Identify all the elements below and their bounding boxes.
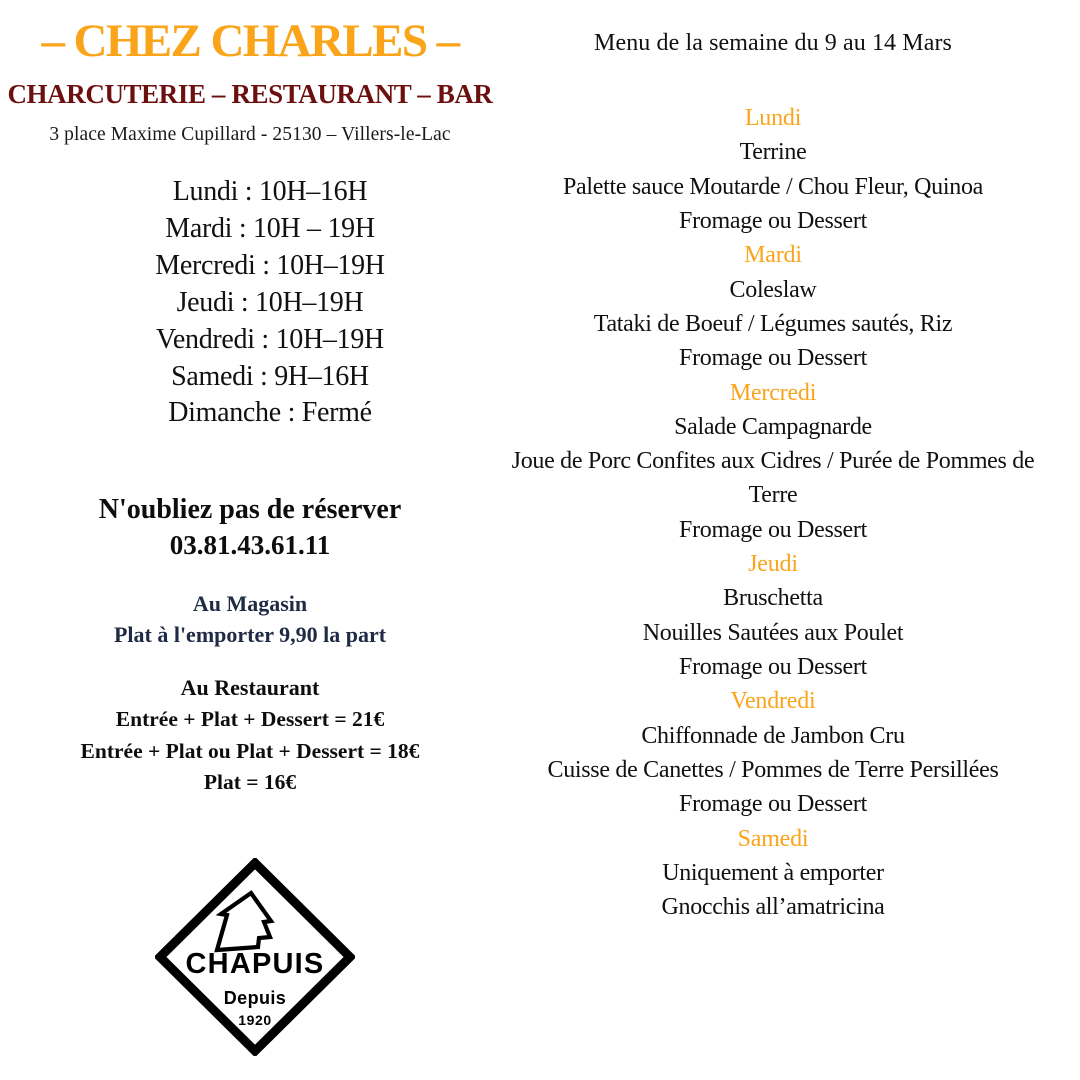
hours-row: Vendredi : 10H–19H bbox=[156, 323, 384, 355]
day-heading: Lundi bbox=[744, 105, 802, 131]
opening-hours-list bbox=[0, 146, 500, 433]
day-heading: Mercredi bbox=[729, 379, 817, 406]
price-row: Plat = 16€ bbox=[203, 770, 297, 795]
menu-item: Nouilles Sautées aux Poulet bbox=[642, 619, 904, 646]
menu-item: Chiffonnade de Jambon Cru bbox=[641, 722, 905, 749]
day-heading: Mardi bbox=[744, 242, 802, 269]
hours-row: Mardi : 10H – 19H bbox=[165, 212, 375, 244]
hours-row: Lundi : 10H–16H bbox=[172, 175, 368, 207]
restaurant-name: – CHEZ CHARLES – bbox=[41, 15, 459, 67]
shop-heading: Au Magasin bbox=[192, 590, 308, 616]
hours-row: Dimanche : Fermé bbox=[168, 397, 372, 429]
menu-item: Fromage ou Dessert bbox=[679, 345, 867, 372]
logo-since-label: Depuis bbox=[223, 988, 287, 1008]
menu-item: Terrine bbox=[739, 139, 807, 166]
menu-item: Fromage ou Dessert bbox=[679, 654, 867, 680]
menu-day-mercredi bbox=[492, 376, 1054, 548]
hours-row: Mercredi : 10H–19H bbox=[155, 249, 385, 281]
hours-row: Jeudi : 10H–19H bbox=[176, 286, 364, 318]
logo-since-year: 1920 bbox=[238, 1012, 272, 1028]
menu-item: Bruschetta bbox=[723, 585, 823, 612]
restaurant-pricing-block bbox=[0, 650, 500, 798]
menu-item: Tataki de Boeuf / Légumes sautés, Riz bbox=[593, 310, 953, 337]
price-row: Entrée + Plat ou Plat + Dessert = 18€ bbox=[80, 738, 420, 763]
restaurant-heading: Au Restaurant bbox=[180, 675, 320, 701]
menu-day-lundi bbox=[492, 101, 1054, 238]
menu-day-vendredi bbox=[492, 684, 1054, 821]
chalet-roof-icon bbox=[217, 893, 271, 950]
menu-item: Joue de Porc Confites aux Cidres / Purée de Pommes de Terre bbox=[511, 448, 1035, 509]
menu-item: Salade Campagnarde bbox=[674, 413, 872, 440]
menu-item: Coleslaw bbox=[729, 276, 817, 303]
weekly-menu-column bbox=[492, 0, 1054, 1080]
menu-item: Fromage ou Dessert bbox=[679, 791, 867, 818]
logo-brand-text: CHAPUIS bbox=[185, 948, 325, 980]
menu-item: Gnocchis all’amatricina bbox=[661, 894, 885, 921]
day-heading: Jeudi bbox=[748, 551, 798, 578]
menu-item: Cuisse de Canettes / Pommes de Terre Persillées bbox=[547, 756, 999, 783]
menu-days-list bbox=[492, 57, 1054, 925]
menu-day-samedi bbox=[492, 822, 1054, 925]
hours-row: Samedi : 9H–16H bbox=[171, 360, 369, 392]
shop-pricing-block bbox=[0, 563, 500, 651]
reservation-prompt: N'oubliez pas de réserver bbox=[98, 494, 402, 526]
menu-item: Fromage ou Dessert bbox=[679, 207, 867, 234]
reservation-block bbox=[0, 432, 500, 562]
address: 3 place Maxime Cupillard - 25130 – Villers-le-Lac bbox=[49, 123, 451, 145]
menu-week-title: Menu de la semaine du 9 au 14 Mars bbox=[594, 30, 952, 56]
menu-day-jeudi bbox=[492, 547, 1054, 684]
reservation-phone[interactable]: 03.81.43.61.11 bbox=[169, 529, 331, 560]
menu-item: Palette sauce Moutarde / Chou Fleur, Quinoa bbox=[562, 173, 984, 200]
price-row: Entrée + Plat + Dessert = 21€ bbox=[115, 707, 385, 732]
day-heading: Samedi bbox=[737, 825, 809, 852]
menu-day-mardi bbox=[492, 238, 1054, 375]
shop-takeaway-price: Plat à l'emporter 9,90 la part bbox=[113, 621, 387, 647]
chapuis-logo bbox=[155, 858, 355, 1056]
menu-item: Fromage ou Dessert bbox=[679, 516, 867, 543]
menu-item: Uniquement à emporter bbox=[662, 859, 884, 886]
day-heading: Vendredi bbox=[730, 688, 816, 715]
chapuis-logo-svg bbox=[155, 858, 355, 1056]
business-type-subtitle: CHARCUTERIE – RESTAURANT – BAR bbox=[7, 78, 493, 109]
